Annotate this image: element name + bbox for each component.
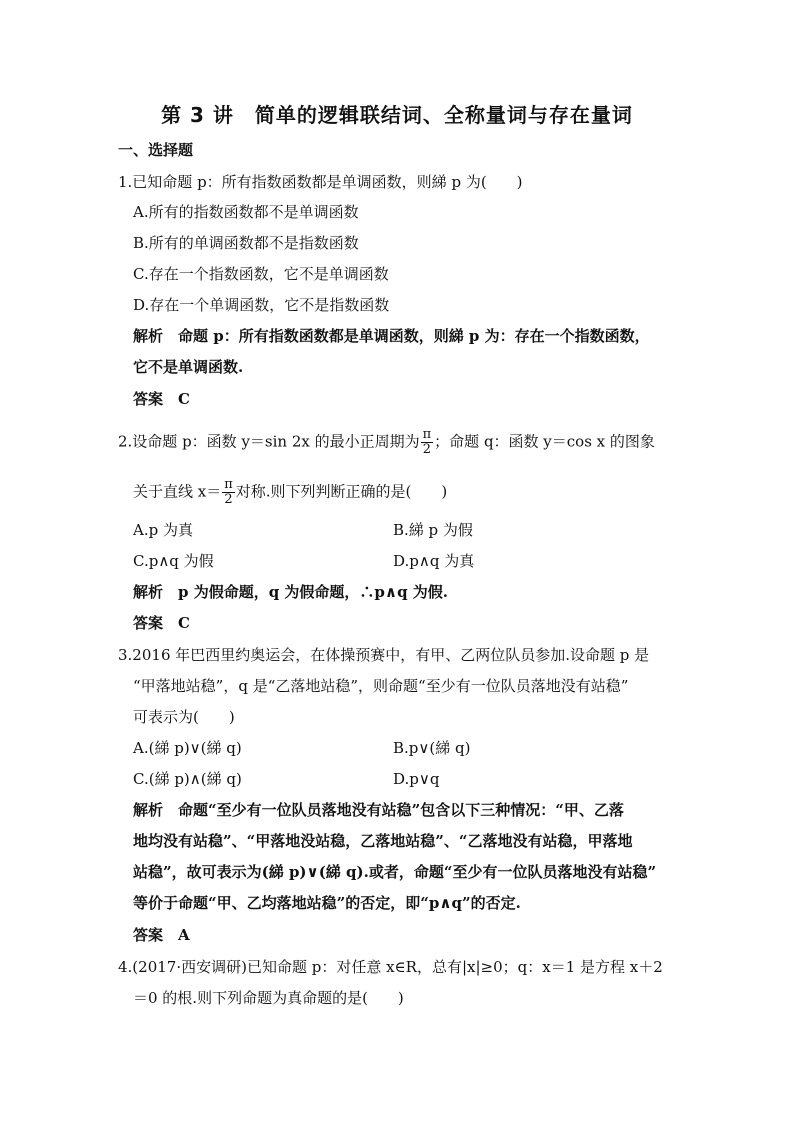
q2-frac-numerator: π [422,427,432,442]
q4-stem-line2: ＝0 的根.则下列命题为真命题的是( ) [133,989,404,1007]
q3-stem-line3: 可表示为( ) [133,708,235,726]
q2-stem-part1: 2.设命题 p：函数 y＝sin 2x 的最小正周期为 [118,432,420,451]
q3-stem-line2: “甲落地站稳”，q 是“乙落地站稳”，则命题“至少有一位队员落地没有站稳” [133,677,629,695]
section-heading: 一、选择题 [118,141,194,159]
q1-option-d: D.存在一个单调函数，它不是指数函数 [133,296,390,314]
q3-analysis-line4: 等价于命题“甲、乙均落地站稳”的否定，即“p∧q”的否定. [133,894,521,912]
q3-answer: 答案 A [133,926,190,944]
q2-stem2-part2: 对称.则下列判断正确的是( ) [235,482,448,501]
q3-analysis-line2: 地均没有站稳”、“甲落地没站稳，乙落地站稳”、“乙落地没有站稳，甲落地 [133,832,633,850]
q2-stem-line1 [118,428,655,457]
lecture-title: 第 3 讲 简单的逻辑联结词、全称量词与存在量词 [161,103,633,127]
q3-analysis-line1: 解析 命题“至少有一位队员落地没有站稳”包含以下三种情况：“甲、乙落 [133,801,624,819]
q2-frac-denominator: 2 [421,442,434,457]
q2-stem-part2: ；命题 q：函数 y＝cos x 的图象 [434,432,655,451]
q2-option-c: C.p∧q 为假 [133,552,214,570]
q1-option-b: B.所有的单调函数都不是指数函数 [133,234,359,252]
q2-option-b: B.綈 p 为假 [393,521,473,539]
q1-analysis-line1: 解析 命题 p：所有指数函数都是单调函数，则綈 p 为：存在一个指数函数， [133,327,650,345]
q2-frac2-denominator: 2 [222,492,235,507]
q2-frac2-numerator: π [224,477,233,492]
q3-option-a: A.(綈 p)∨(綈 q) [133,739,242,757]
q1-option-a: A.所有的指数函数都不是单调函数 [133,203,359,221]
q3-option-c: C.(綈 p)∧(綈 q) [133,770,242,788]
q2-stem-line2 [133,478,447,507]
q1-analysis-line2: 它不是单调函数. [133,358,244,376]
q4-stem-line1: 4.(2017·西安调研)已知命题 p：对任意 x∈R，总有|x|≥0；q：x＝1 是方程 x＋2 [118,958,663,976]
q3-analysis-line3: 站稳”，故可表示为(綈 p)∨(綈 q).或者，命题“至少有一位队员落地没有站稳” [133,863,657,881]
q2-fraction-pi-over-2-b [222,478,235,507]
q2-analysis: 解析 p 为假命题，q 为假命题，∴p∧q 为假. [133,583,449,601]
q2-fraction-pi-over-2 [421,428,434,457]
q2-answer: 答案 C [133,614,190,632]
q1-answer: 答案 C [133,390,190,408]
q3-option-b: B.p∨(綈 q) [393,739,471,757]
q2-option-d: D.p∧q 为真 [393,552,475,570]
q2-stem2-part1: 关于直线 x＝ [133,482,222,501]
q1-option-c: C.存在一个指数函数，它不是单调函数 [133,265,389,283]
q3-stem-line1: 3.2016 年巴西里约奥运会，在体操预赛中，有甲、乙两位队员参加.设命题 p 是 [118,646,650,664]
q1-stem: 1.已知命题 p：所有指数函数都是单调函数，则綈 p 为( ) [118,173,523,191]
q3-option-d: D.p∨q [393,770,440,788]
q2-option-a: A.p 为真 [133,521,193,539]
